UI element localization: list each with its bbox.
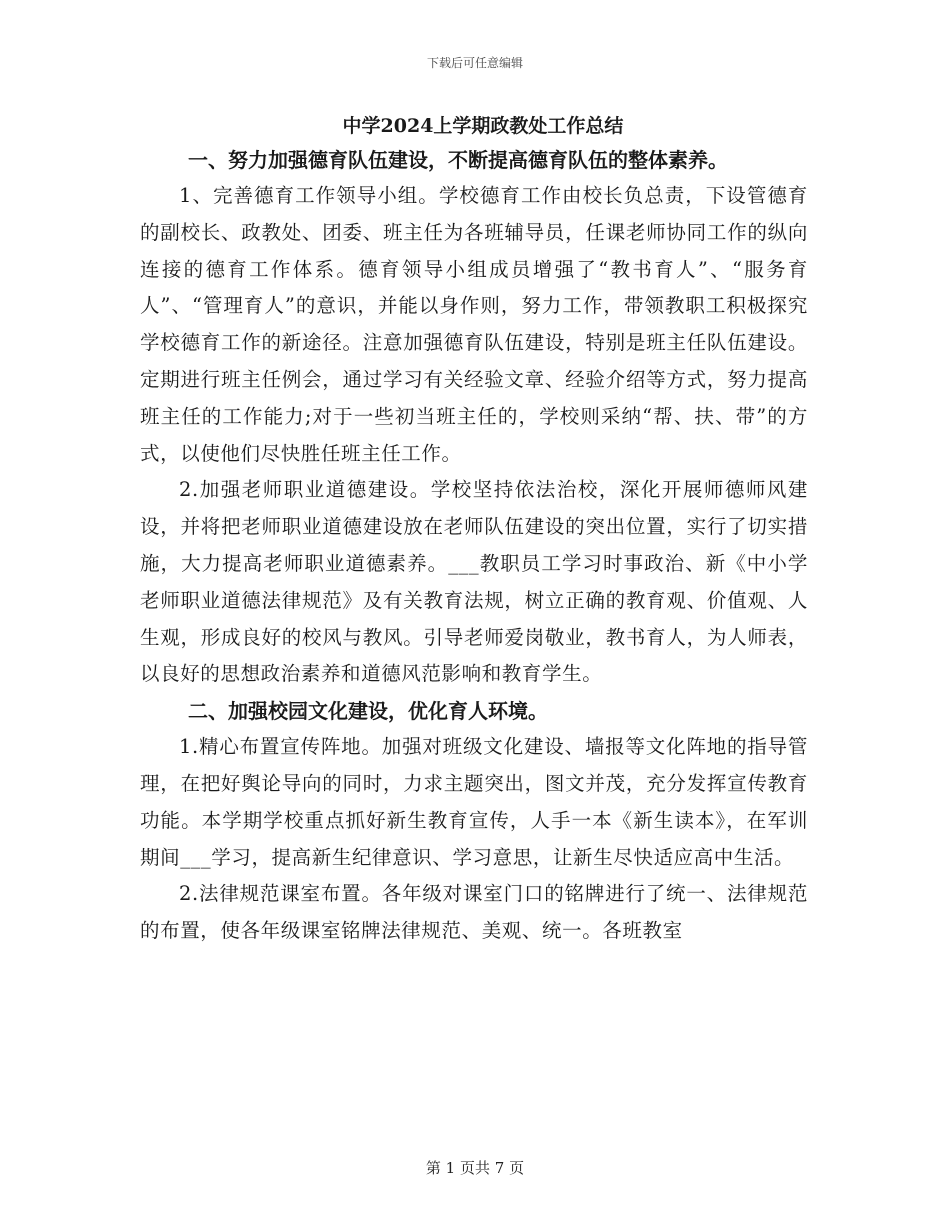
paragraph-1-1: 1、完善德育工作领导小组。学校德育工作由校长负总责，下设管德育的副校长、政教处、团委、班主任为各班辅导员，任课老师协同工作的纵向连接的德育工作体系。德育领导小组成员增强了“教书育人”、“服务育人”、“管理育人”的意识，并能以身作则，努力工作，带领教职工积极探究学校德育工作的新途径。注意加强德育队伍建设，特别是班主任队伍建设。定期进行班主任例会，通过学习有关经验文章、经验介绍等方式，努力提高班主任的工作能力;对于一些初当班主任的，学校则采纳“帮、扶、带”的方式，以使他们尽快胜任班主任工作。 [140,184,808,465]
page-number-footer: 第 1 页共 7 页 [425,1159,525,1177]
paragraph-1-2: 2.加强老师职业道德建设。学校坚持依法治校，深化开展师德师风建设，并将把老师职业道德建设放在老师队伍建设的突出位置，实行了切实措施，大力提高老师职业道德素养。___教职员工学习时事政治、新《中小学老师职业道德法律规范》及有关教育法规，树立正确的教育观、价值观、人生观，形成良好的校风与教风。引导老师爱岗敬业，教书育人，为人师表，以良好的思想政治素养和道德风范影响和教育学生。 [140,478,808,686]
document-body [140,110,808,950]
paragraph-2-1: 1.精心布置宣传阵地。加强对班级文化建设、墙报等文化阵地的指导管理，在把好舆论导向的同时，力求主题突出，图文并茂，充分发挥宣传教育功能。本学期学校重点抓好新生教育宣传，人手一本《新生读本》，在军训期间___学习，提高新生纪律意识、学习意思，让新生尽快适应高中生活。 [140,735,808,869]
header-note: 下载后可任意编辑 [426,56,523,70]
document-title: 中学2024上学期政教处工作总结 [342,115,624,137]
section-heading-2: 二、加强校园文化建设，优化育人环境。 [188,699,548,724]
section-heading-1: 一、努力加强德育队伍建设，不断提高德育队伍的整体素养。 [188,148,728,172]
paragraph-2-2: 2.法律规范课室布置。各年级对课室门口的铭牌进行了统一、法律规范的布置，使各年级课室铭牌法律规范、美观、统一。各班教室 [140,882,808,943]
